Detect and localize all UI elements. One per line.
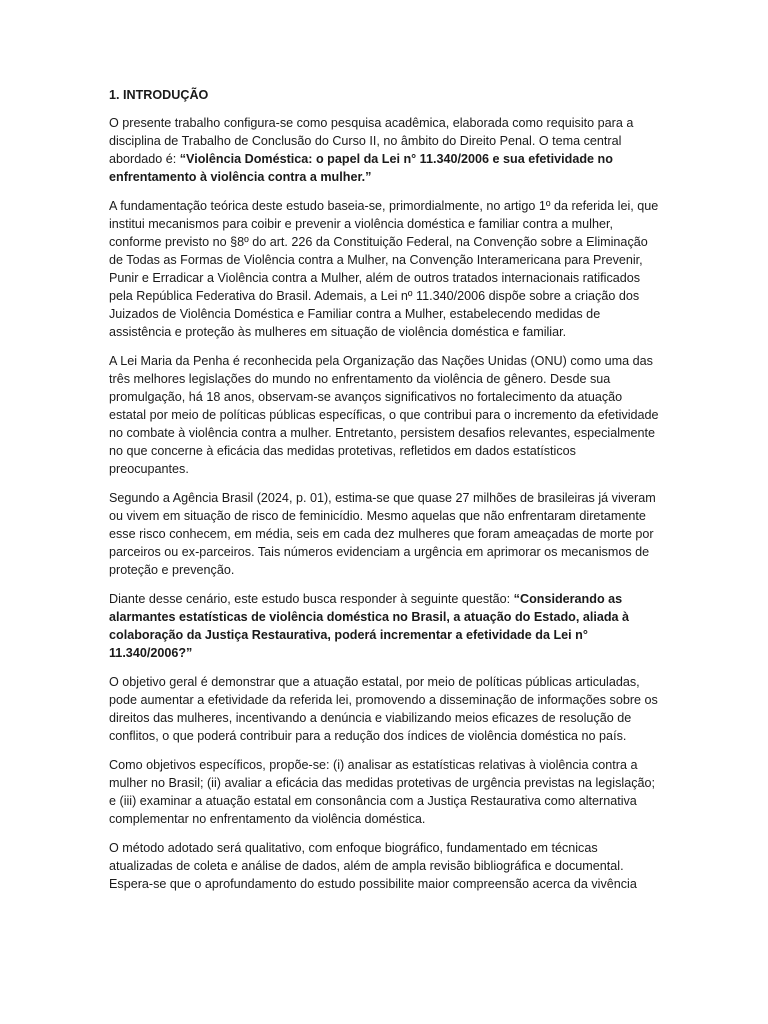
paragraph-8: O método adotado será qualitativo, com enfoque biográfico, fundamentado em técnicas atualizadas de coleta e análise de dados, além de ampla revisão bibliográfica e documental. Espera-se que o aprofundamento do estudo possibilite maior compreensão acerca da vivência bbox=[109, 841, 637, 891]
paragraph-5 bbox=[109, 590, 659, 662]
document-page bbox=[109, 86, 659, 904]
paragraph-5-question: “Considerando as alarmantes estatísticas de violência doméstica no Brasil, a atuação do Estado, aliada à colaboração da Justiça Restaurativa, poderá incrementar a efetividade da Lei n° 11.340/2006?” bbox=[109, 592, 630, 660]
paragraph-1 bbox=[109, 114, 659, 186]
paragraph-1-text: O presente trabalho configura-se como pesquisa acadêmica, elaborada como requisito para a disciplina de Trabalho de Conclusão do Curso II, no âmbito do Direito Penal. O tema central abordado é: bbox=[109, 116, 634, 166]
paragraph-2: A fundamentação teórica deste estudo baseia-se, primordialmente, no artigo 1º da referida lei, que institui mecanismos para coibir e prevenir a violência doméstica e familiar contra a mulher, conforme previsto no §8º do art. 226 da Constituição Federal, na Convenção sobre a Eliminação de Todas as Formas de Violência contra a Mulher, na Convenção Interamericana para Prevenir, Punir e Erradicar a Violência contra a Mulher, além de outros tratados internacionais ratificados pela República Federativa do Brasil. Ademais, a Lei nº 11.340/2006 dispõe sobre a criação dos Juizados de Violência Doméstica e Familiar contra a Mulher, estabelecendo medidas de assistência e proteção às mulheres em situação de violência doméstica e familiar. bbox=[109, 199, 659, 339]
paragraph-4: Segundo a Agência Brasil (2024, p. 01), estima-se que quase 27 milhões de brasileiras já viveram ou vivem em situação de risco de feminicídio. Mesmo aquelas que não enfrentaram diretamente esse risco conhecem, em média, seis em cada dez mulheres que foram ameaçadas de morte por parceiros ou ex-parceiros. Tais números evidenciam a urgência em aprimorar os mecanismos de proteção e prevenção. bbox=[109, 491, 656, 577]
paragraph-1-theme: “Violência Doméstica: o papel da Lei n° 11.340/2006 e sua efetividade no enfrentamento à violência contra a mulher.” bbox=[109, 152, 613, 184]
paragraph-3: A Lei Maria da Penha é reconhecida pela Organização das Nações Unidas (ONU) como uma das três melhores legislações do mundo no enfrentamento da violência de gênero. Desde sua promulgação, há 18 anos, observam-se avanços significativos no fortalecimento da atuação estatal por meio de políticas públicas específicas, o que contribui para o incremento da efetividade no combate à violência contra a mulher. Entretanto, persistem desafios relevantes, especialmente no que concerne à eficácia das medidas protetivas, refletidos em dados estatísticos preocupantes. bbox=[109, 354, 659, 476]
section-heading: 1. INTRODUÇÃO bbox=[109, 88, 209, 102]
paragraph-5-text: Diante desse cenário, este estudo busca responder à seguinte questão: bbox=[109, 592, 514, 606]
paragraph-6: O objetivo geral é demonstrar que a atuação estatal, por meio de políticas públicas articuladas, pode aumentar a efetividade da referida lei, promovendo a disseminação de informações sobre os direitos das mulheres, incentivando a denúncia e viabilizando meios eficazes de resolução de conflitos, o que poderá contribuir para a redução dos índices de violência doméstica no país. bbox=[109, 675, 658, 743]
paragraph-7: Como objetivos específicos, propõe-se: (i) analisar as estatísticas relativas à violência contra a mulher no Brasil; (ii) avaliar a eficácia das medidas protetivas de urgência previstas na legislação; e (iii) examinar a atuação estatal em consonância com a Justiça Restaurativa como alternativa complementar no enfrentamento da violência doméstica. bbox=[109, 758, 655, 826]
